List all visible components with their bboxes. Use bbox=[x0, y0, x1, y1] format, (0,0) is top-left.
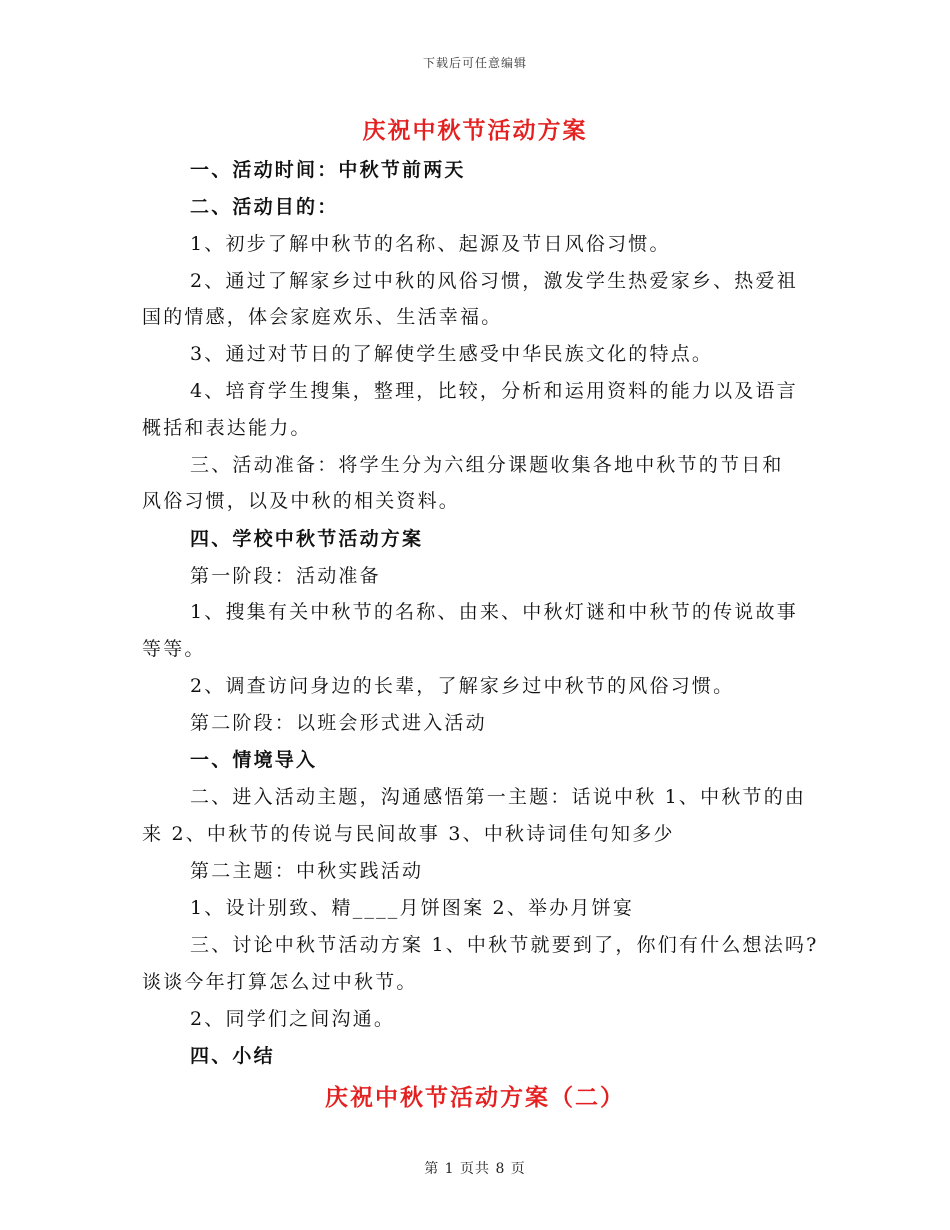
section-activity-goal: 二、活动目的： bbox=[190, 196, 339, 218]
paragraph-line: 第二主题：中秋实践活动 bbox=[190, 860, 424, 882]
paragraph-line: 第一阶段：活动准备 bbox=[190, 565, 381, 587]
section-activity-time: 一、活动时间：中秋节前两天 bbox=[190, 159, 466, 181]
paragraph-line: 2、通过了解家乡过中秋的风俗习惯，激发学生热爱家乡、热爱祖 bbox=[190, 270, 798, 292]
paragraph-line: 二、进入活动主题，沟通感悟第一主题：话说中秋 1、中秋节的由 bbox=[190, 786, 807, 808]
section-scene-intro: 一、情境导入 bbox=[190, 749, 318, 771]
paragraph-line: 国的情感，体会家庭欢乐、生活幸福。 bbox=[142, 306, 503, 328]
paragraph-line: 1、初步了解中秋节的名称、起源及节日风俗习惯。 bbox=[190, 233, 671, 255]
page-header: 下载后可任意编辑 bbox=[422, 56, 527, 70]
paragraph-line: 三、讨论中秋节活动方案 1、中秋节就要到了，你们有什么想法吗? bbox=[190, 934, 819, 956]
document-title-part-two: 庆祝中秋节活动方案（二） bbox=[325, 1084, 625, 1111]
paragraph-line: 三、活动准备：将学生分为六组分课题收集各地中秋节的节日和 bbox=[190, 454, 784, 476]
page-footer: 第 1 页共 8 页 bbox=[424, 1161, 526, 1177]
paragraph-line: 概括和表达能力。 bbox=[142, 417, 312, 439]
document-title: 庆祝中秋节活动方案 bbox=[362, 117, 588, 144]
paragraph-line: 风俗习惯，以及中秋的相关资料。 bbox=[142, 490, 461, 512]
paragraph-line: 等等。 bbox=[142, 638, 206, 660]
section-summary: 四、小结 bbox=[190, 1045, 275, 1067]
paragraph-line: 4、培育学生搜集，整理，比较，分析和运用资料的能力以及语言 bbox=[190, 380, 798, 402]
paragraph-line: 第二阶段：以班会形式进入活动 bbox=[190, 712, 487, 734]
paragraph-line: 1、搜集有关中秋节的名称、由来、中秋灯谜和中秋节的传说故事 bbox=[190, 601, 798, 623]
paragraph-line: 3、通过对节日的了解使学生感受中华民族文化的特点。 bbox=[190, 343, 714, 365]
paragraph-line: 2、调查访问身边的长辈，了解家乡过中秋节的风俗习惯。 bbox=[190, 675, 735, 697]
paragraph-line: 谈谈今年打算怎么过中秋节。 bbox=[142, 971, 418, 993]
paragraph-line: 2、同学们之间沟通。 bbox=[190, 1008, 396, 1030]
paragraph-line: 来 2、中秋节的传说与民间故事 3、中秋诗词佳句知多少 bbox=[142, 823, 675, 845]
section-school-plan: 四、学校中秋节活动方案 bbox=[190, 528, 424, 550]
paragraph-line: 1、设计别致、精____月饼图案 2、举办月饼宴 bbox=[190, 897, 635, 919]
